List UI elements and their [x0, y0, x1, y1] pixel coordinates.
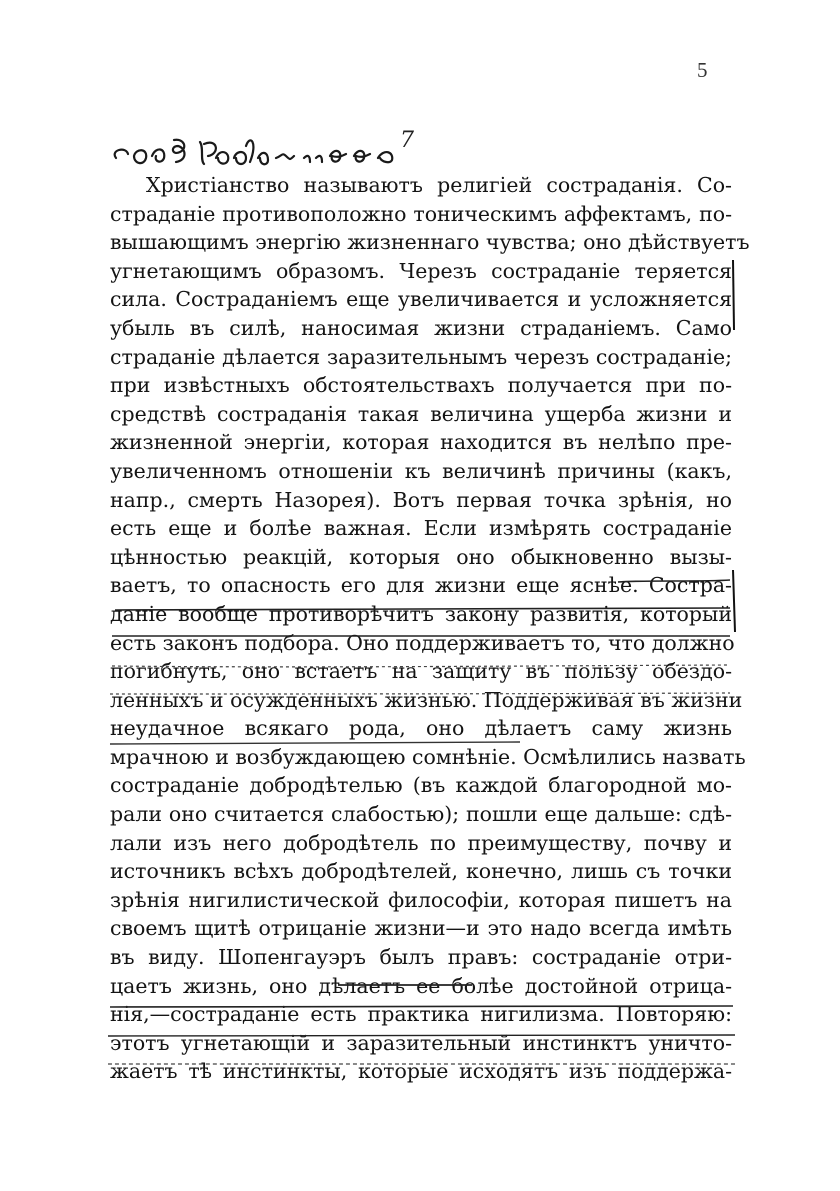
text-line: погибнуть, оно встаетъ на защиту въ пользу обездо- — [110, 659, 732, 684]
text-line: увеличенномъ отношеніи къ величинѣ причины (какъ, — [110, 458, 732, 483]
text-line: Христіанство называютъ религіей состраданія. Со- — [146, 173, 732, 197]
text-line: своемъ щитѣ отрицаніе жизни—и это надо всегда имѣть — [110, 916, 732, 941]
margin-bar-mark — [733, 260, 734, 330]
text-line: цаетъ жизнь, оно дѣлаетъ ее болѣе достойной отрица- — [110, 973, 732, 998]
text-line: есть еще и болѣе важная. Если измѣрять состраданіе — [110, 516, 732, 541]
text-line: неудачное всякаго рода, оно дѣлаетъ саму жизнь — [110, 716, 732, 741]
text-line: угнетающимъ образомъ. Черезъ состраданіе теряется — [110, 258, 732, 283]
text-line: при извѣстныхъ обстоятельствахъ получается при по- — [110, 373, 732, 398]
page-number: 5 — [697, 58, 708, 82]
text-line: страданіе противоположно тоническимъ аффектамъ, по- — [110, 201, 732, 226]
text-line: ленныхъ и осужденныхъ жизнью. Поддерживая въ жизни — [110, 687, 743, 712]
text-line: рали оно считается слабостью); пошли еще дальше: сдѣ- — [110, 802, 732, 827]
text-line: цѣнностью реакцій, которыя оно обыкновенно вызы- — [110, 544, 732, 569]
text-line: состраданіе добродѣтелью (въ каждой благородной мо- — [110, 773, 732, 798]
text-line: мрачною и возбуждающею сомнѣніе. Осмѣлились назвать — [110, 744, 746, 769]
text-line: даніе вообще противорѣчитъ закону развитія, который — [110, 601, 732, 626]
text-line: напр., смерть Назорея). Вотъ первая точка зрѣнія, но — [110, 487, 732, 512]
text-line: въ виду. Шопенгауэръ былъ правъ: состраданіе отри- — [110, 945, 732, 970]
text-line: средствѣ состраданія такая величина ущерба жизни и — [110, 401, 732, 426]
text-line: жаетъ тѣ инстинкты, которые исходятъ изъ поддержа- — [110, 1059, 732, 1084]
text-line: жизненной энергіи, которая находится въ нелѣпо пре- — [110, 430, 732, 455]
main-text — [110, 171, 750, 1086]
text-line: источникъ всѣхъ добродѣтелей, конечно, лишь съ точки — [110, 859, 732, 884]
text-line: убыль въ силѣ, наносимая жизни страданіемъ. Само — [110, 315, 732, 340]
text-line: вышающимъ энергію жизненнаго чувства; оно дѣйствуетъ — [110, 230, 750, 255]
handwritten-number: 7 — [400, 128, 414, 153]
text-line: сила. Состраданіемъ еще увеличивается и усложняется — [110, 287, 732, 312]
text-line: нія,—состраданіе есть практика нигилизма. Повторяю: — [110, 1002, 732, 1027]
text-line: страданіе дѣлается заразительнымъ черезъ состраданіе; — [110, 344, 732, 369]
text-line: ваетъ, то опасность его для жизни еще яснѣе. Состра- — [110, 573, 732, 598]
handwritten-heading-scribble — [108, 128, 428, 176]
text-line: этотъ угнетающій и заразительный инстинктъ уничто- — [110, 1030, 732, 1055]
text-line: есть законъ подбора. Оно поддерживаетъ то, что должно — [110, 630, 735, 655]
text-line: лали изъ него добродѣтель по преимуществу, почву и — [110, 830, 732, 855]
text-line: зрѣнія нигилистической философіи, которая пишетъ на — [110, 887, 732, 912]
margin-bar-mark — [733, 570, 735, 632]
